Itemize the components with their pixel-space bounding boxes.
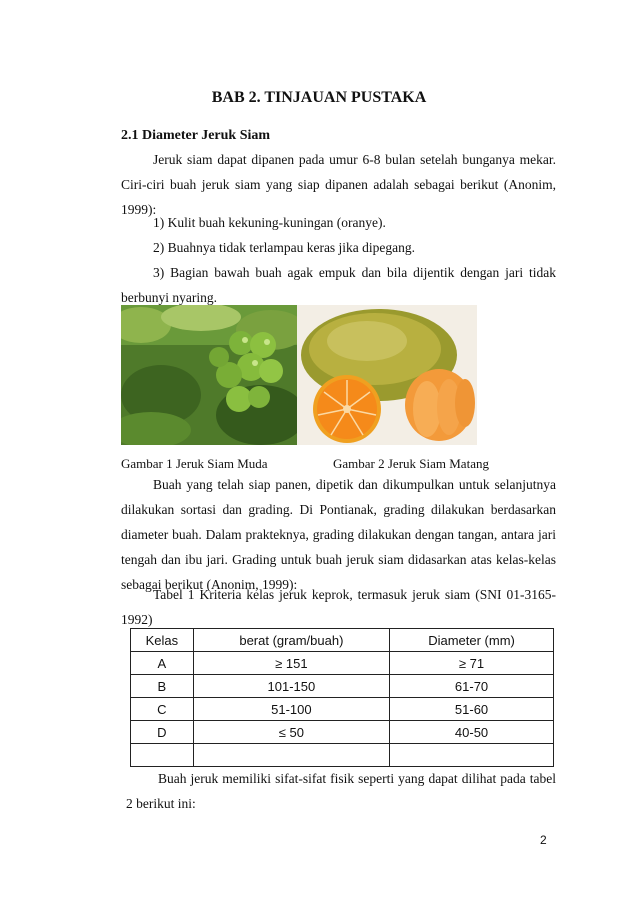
figure-1-caption: Gambar 1 Jeruk Siam Muda bbox=[121, 456, 268, 471]
cell-berat: ≤ 50 bbox=[193, 721, 389, 744]
cell-kelas bbox=[131, 744, 194, 767]
criteria-item-2: 2) Buahnya tidak terlampau keras jika dipegang. bbox=[153, 240, 416, 255]
page-number: 2 bbox=[540, 833, 547, 847]
table-header-row bbox=[131, 629, 554, 652]
cell-berat: ≥ 151 bbox=[193, 652, 389, 675]
section-heading: 2.1 Diameter Jeruk Siam bbox=[121, 128, 271, 143]
cell-kelas: B bbox=[131, 675, 194, 698]
header-kelas: Kelas bbox=[131, 629, 194, 652]
ripe-orange-illustration bbox=[297, 305, 477, 445]
table-row bbox=[131, 652, 554, 675]
cell-kelas: D bbox=[131, 721, 194, 744]
cell-berat: 101-150 bbox=[193, 675, 389, 698]
chapter-title: BAB 2. TINJAUAN PUSTAKA bbox=[211, 89, 427, 106]
class-criteria-table bbox=[130, 628, 554, 767]
table-row bbox=[131, 675, 554, 698]
cell-berat: 51-100 bbox=[193, 698, 389, 721]
figure-young-orange-photo bbox=[121, 305, 297, 445]
header-berat: berat (gram/buah) bbox=[193, 629, 389, 652]
paragraph-physical-properties: Buah jeruk memiliki sifat-sifat fisik seperti yang dapat dilihat pada tabel 2 berikut ini: bbox=[126, 771, 556, 811]
cell-diameter: ≥ 71 bbox=[390, 652, 554, 675]
cell-berat bbox=[193, 744, 389, 767]
cell-diameter bbox=[390, 744, 554, 767]
header-diameter: Diameter (mm) bbox=[390, 629, 554, 652]
cell-kelas: A bbox=[131, 652, 194, 675]
paragraph-harvest: Jeruk siam dapat dipanen pada umur 6-8 bulan setelah bunganya mekar. Ciri-ciri buah jeruk siam yang siap dipanen adalah sebagai berikut (Anonim, 1999): bbox=[121, 152, 556, 217]
paragraph-grading: Buah yang telah siap panen, dipetik dan dikumpulkan untuk selanjutnya dilakukan sortasi dan grading. Di Pontianak, grading dilakukan berdasarkan diameter buah. Dalam prakteknya, grading dilakukan dengan tangan, antara jari tengah dan ibu jari. Grading untuk buah jeruk siam didasarkan atas kelas-kelas sebagai berikut (Anonim, 1999): bbox=[121, 477, 556, 592]
figure-ripe-orange-photo bbox=[297, 305, 477, 445]
cell-diameter: 61-70 bbox=[390, 675, 554, 698]
table-row bbox=[131, 721, 554, 744]
table-caption: Tabel 1 Kriteria kelas jeruk keprok, termasuk jeruk siam (SNI 01-3165-1992) bbox=[121, 587, 556, 627]
table-row bbox=[131, 698, 554, 721]
cell-kelas: C bbox=[131, 698, 194, 721]
criteria-item-1: 1) Kulit buah kekuning-kuningan (oranye). bbox=[153, 215, 386, 230]
cell-diameter: 40-50 bbox=[390, 721, 554, 744]
criteria-item-3: 3) Bagian bawah buah agak empuk dan bila dijentik dengan jari tidak berbunyi nyaring. bbox=[121, 265, 556, 305]
cell-diameter: 51-60 bbox=[390, 698, 554, 721]
young-orange-illustration bbox=[121, 305, 297, 445]
figure-2-caption: Gambar 2 Jeruk Siam Matang bbox=[333, 456, 489, 471]
table-row-empty bbox=[131, 744, 554, 767]
